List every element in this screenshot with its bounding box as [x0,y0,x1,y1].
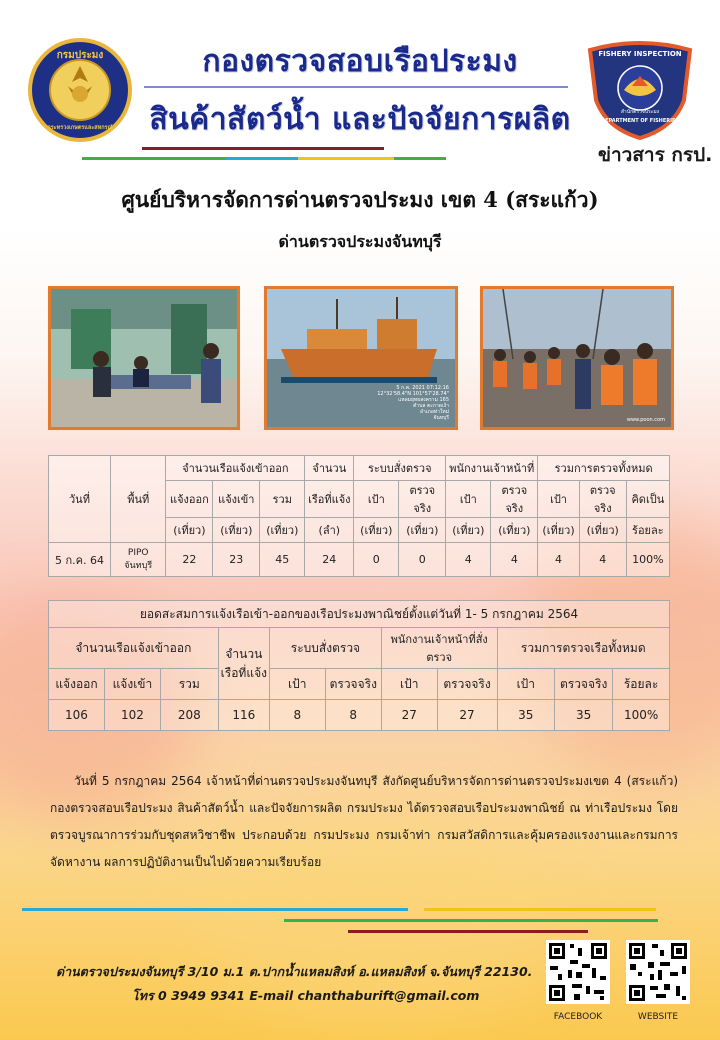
unit-cell: (เที่ยว) [354,518,399,543]
unit-cell: ร้อยละ [626,518,669,543]
qr-code-icon [546,940,610,1004]
table-cell: 0 [399,543,446,577]
facebook-label: FACEBOOK [553,1012,603,1022]
center-title: ศูนย์บริหารจัดการด่านตรวจประมง เขต 4 (สระแก้ว) [121,187,599,212]
table-cell: 100% [613,700,670,731]
subheader-cell: แจ้งเข้า [104,669,160,700]
divider-line [82,157,226,160]
table-row [49,700,670,731]
table-header-row [49,456,670,481]
table-cell: 4 [538,543,580,577]
unit-cell: (เที่ยว) [446,518,491,543]
fishery-inspection-logo [584,40,696,148]
table-cell: 35 [497,700,555,731]
header-order-system: ระบบสั่งตรวจ [354,456,446,481]
subheader-cell: แจ้งออก [166,481,213,518]
header-total: รวมการตรวจเรือทั้งหมด [497,628,669,669]
header-officer: พนักงานเจ้าหน้าที่สั่งตรวจ [381,628,497,669]
table-cell: 102 [104,700,160,731]
header-notify: จำนวนเรือแจ้งเข้าออก [166,456,305,481]
logo-right-text-bottom: DEPARTMENT OF FISHERIES [600,118,679,124]
logo-right-text-top: FISHERY INSPECTION [598,50,682,58]
table-cell: 106 [49,700,105,731]
divider-line [142,147,384,150]
facebook-qr-code[interactable] [546,940,610,1004]
subheader-cell: เป้า [497,669,555,700]
table-cell: 208 [160,700,218,731]
footer-contact: โทร 0 3949 9341 E-mail chanthaburift@gmail.com [132,988,480,1003]
subheader-cell: ตรวจจริง [399,481,446,518]
subheader-cell: รวม [160,669,218,700]
photo-fishing-boats [264,286,458,430]
subheader-cell: ตรวจจริง [437,669,497,700]
subheader-cell: เป้า [538,481,580,518]
website-qr-code[interactable] [626,940,690,1004]
unit-cell: (เที่ยว) [579,518,626,543]
header-order-system: ระบบสั่งตรวจ [269,628,381,669]
unit-cell: (เที่ยว) [213,518,260,543]
photo-inspection-desk [48,286,240,430]
subheader-cell: คิดเป็น [626,481,669,518]
unit-cell: (เที่ยว) [166,518,213,543]
table-cell: PIPO จันทบุรี [110,543,165,577]
table-cell: 24 [305,543,354,577]
subheader-cell: ตรวจจริง [491,481,538,518]
divider-line [394,157,446,160]
daily-inspection-table [48,455,670,577]
unit-cell: (ลำ) [305,518,354,543]
subheader-cell: เป้า [354,481,399,518]
table-header-row [49,628,670,669]
divider-line [284,919,658,922]
cumulative-inspection-table [48,600,670,731]
table-cell: 4 [491,543,538,577]
table-cell: 0 [354,543,399,577]
news-label: ข่าวสาร กรป. [598,144,713,166]
table-cell: 45 [260,543,305,577]
divider-line [226,157,298,160]
website-label: WEBSITE [637,1012,679,1022]
checkpoint-title: ด่านตรวจประมงจันทบุรี [278,232,442,251]
divider-line [298,157,394,160]
header-count: จำนวน [305,456,354,481]
table-row [49,543,670,577]
table-subheader-row [49,669,670,700]
photo-inspection-team [480,286,674,430]
logo-left-text-bottom: กระทรวงเกษตรและสหกรณ์ [47,125,113,131]
table-cell: 116 [218,700,269,731]
qr-code-icon [626,940,690,1004]
unit-cell: (เที่ยว) [538,518,580,543]
table-cell: 4 [579,543,626,577]
photo-watermark: www.poon.com [626,417,665,423]
unit-cell: (เที่ยว) [399,518,446,543]
header-title-line1: กองตรวจสอบเรือประมง [202,44,518,79]
header-officer: พนักงานเจ้าหน้าที่ [446,456,538,481]
table-cell: 5 ก.ค. 64 [49,543,111,577]
subheader-cell: เป้า [446,481,491,518]
header-area: พื้นที่ [110,456,165,543]
header-total: รวมการตรวจทั้งหมด [538,456,670,481]
header-count: จำนวน เรือที่แจ้ง [218,628,269,700]
divider-line [424,908,656,911]
subheader-cell: ตรวจจริง [579,481,626,518]
divider-line [22,908,408,911]
logo-right-text-center: สำนักตรวจประมง [620,109,660,115]
table-cell: 100% [626,543,669,577]
table-cell: 27 [437,700,497,731]
logo-left-text-top: กรมประมง [56,50,104,61]
subheader-cell: ตรวจจริง [325,669,381,700]
subheader-cell: ร้อยละ [613,669,670,700]
table-title-row [49,601,670,628]
footer-address: ด่านตรวจประมงจันทบุรี 3/10 ม.1 ต.ปากน้ำแหลมสิงห์ อ.แหลมสิงห์ จ.จันทบุรี 22130. [56,964,533,979]
header-title-line2: สินค้าสัตว์น้ำ และปัจจัยการผลิต [149,102,571,137]
table-cell: 8 [269,700,325,731]
table-cell: 22 [166,543,213,577]
photo-gps-caption: 5 ก.ค. 2021 07:12:16 12°32'58.4"N 101°57'28.74" แหลมยุทธสงคราม 165 ตำบล ตะกาดเง้า อำเภอท่าใหม่ จันทบุรี [377,385,449,421]
table-cell: 8 [325,700,381,731]
table-cell: 27 [381,700,437,731]
title-underline [144,86,568,88]
table-cell: 4 [446,543,491,577]
news-body-text: วันที่ 5 กรกฎาคม 2564 เจ้าหน้าที่ด่านตรวจประมงจันทบุรี สังกัดศูนย์บริหารจัดการด่านตรวจประมงเขต 4 (สระแก้ว) กองตรวจสอบเรือประมง สินค้าสัตว์น้ำ และปัจจัยการผลิต กรมประมง ได้ตรวจสอบเรือประมงพาณิชย์ ณ ท่าเรือประมง โดยตรวจบูรณาการร่วมกับชุดสหวิชาชีพ ประกอบด้วย กรมประมง กรมเจ้าท่า กรมสวัสดิการและคุ้มครองแรงงานและกรมการจัดหางาน ผลการปฏิบัติงานเป็นไปด้วยความเรียบร้อย [50,774,678,869]
table-cell: 35 [555,700,613,731]
divider-line [348,930,588,933]
header-notify: จำนวนเรือแจ้งเข้าออก [49,628,219,669]
subheader-cell: เป้า [269,669,325,700]
subheader-cell: ตรวจจริง [555,669,613,700]
subheader-cell: แจ้งเข้า [213,481,260,518]
subheader-cell: เรือที่แจ้ง [305,481,354,518]
unit-cell: (เที่ยว) [260,518,305,543]
unit-cell: (เที่ยว) [491,518,538,543]
header-date: วันที่ [49,456,111,543]
subheader-cell: เป้า [381,669,437,700]
subheader-cell: รวม [260,481,305,518]
subheader-cell: แจ้งออก [49,669,105,700]
table-cell: 23 [213,543,260,577]
table-title: ยอดสะสมการแจ้งเรือเข้า-ออกของเรือประมงพาณิชย์ตั้งแต่วันที่ 1- 5 กรกฎาคม 2564 [49,601,670,628]
